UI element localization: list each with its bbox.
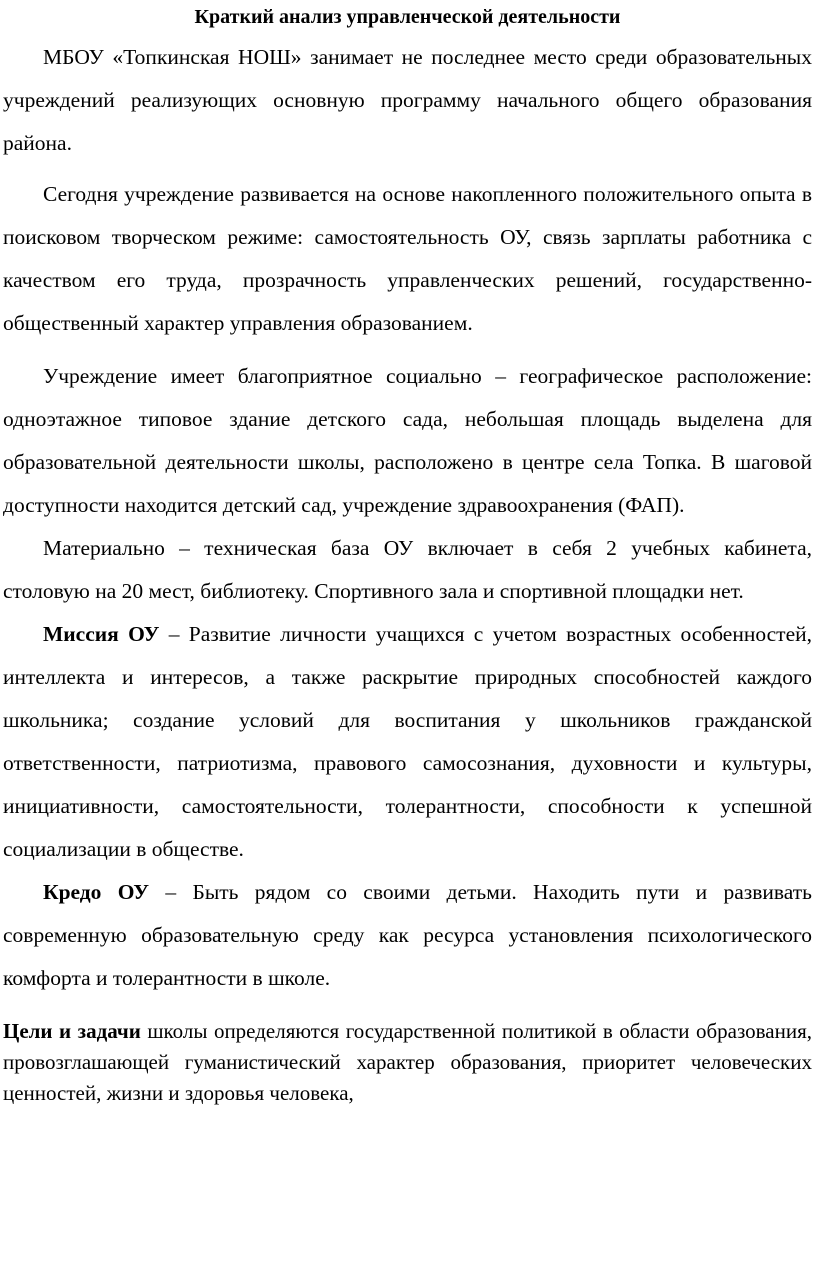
goals-label: Цели и задачи — [3, 1019, 141, 1043]
paragraph-intro: МБОУ «Топкинская НОШ» занимает не последнее место среди образовательных учреждений реализующих основную программу начального общего образования района. — [3, 45, 812, 155]
paragraph-location: Учреждение имеет благоприятное социально – географическое расположение: одноэтажное типовое здание детского сада, небольшая площадь выделена для образовательной деятельности школы, расположено в центре села Топка. В шаговой доступности находится детский сад, учреждение здравоохранения (ФАП). — [3, 364, 812, 517]
paragraph-mission — [3, 613, 812, 871]
document-title: Краткий анализ управленческой деятельности — [194, 6, 621, 28]
paragraph-material-base: Материально – техническая база ОУ включает в себя 2 учебных кабинета, столовую на 20 мест, библиотеку. Спортивного зала и спортивной площадки нет. — [3, 536, 812, 603]
credo-text: – Быть рядом со своими детьми. Находить пути и развивать современную образовательную среду как ресурса установления психологического комфорта и толерантности в школе. — [3, 880, 812, 990]
credo-label: Кредо ОУ — [43, 880, 150, 904]
paragraph-development: Сегодня учреждение развивается на основе накопленного положительного опыта в поисковом творческом режиме: самостоятельность ОУ, связь зарплаты работника с качеством его труда, прозрачность управленческих решений, государственно-общественный характер управления образованием. — [3, 182, 812, 335]
paragraph-credo — [3, 871, 812, 1000]
mission-text: – Развитие личности учащихся с учетом возрастных особенностей, интеллекта и интересов, а также раскрытие природных способностей каждого школьника; создание условий для воспитания у школьников гражданской ответственности, патриотизма, правового самосознания, духовности и культуры, инициативности, самостоятельности, толерантности, способности к успешной социализации в обществе. — [3, 622, 812, 861]
goals-text: школы определяются государственной политикой в области образования, провозглашающей гуманистический характер образования, приоритет человеческих ценностей, жизни и здоровья человека, — [3, 1019, 812, 1105]
mission-label: Миссия ОУ — [43, 622, 160, 646]
paragraph-goals — [3, 1016, 812, 1109]
